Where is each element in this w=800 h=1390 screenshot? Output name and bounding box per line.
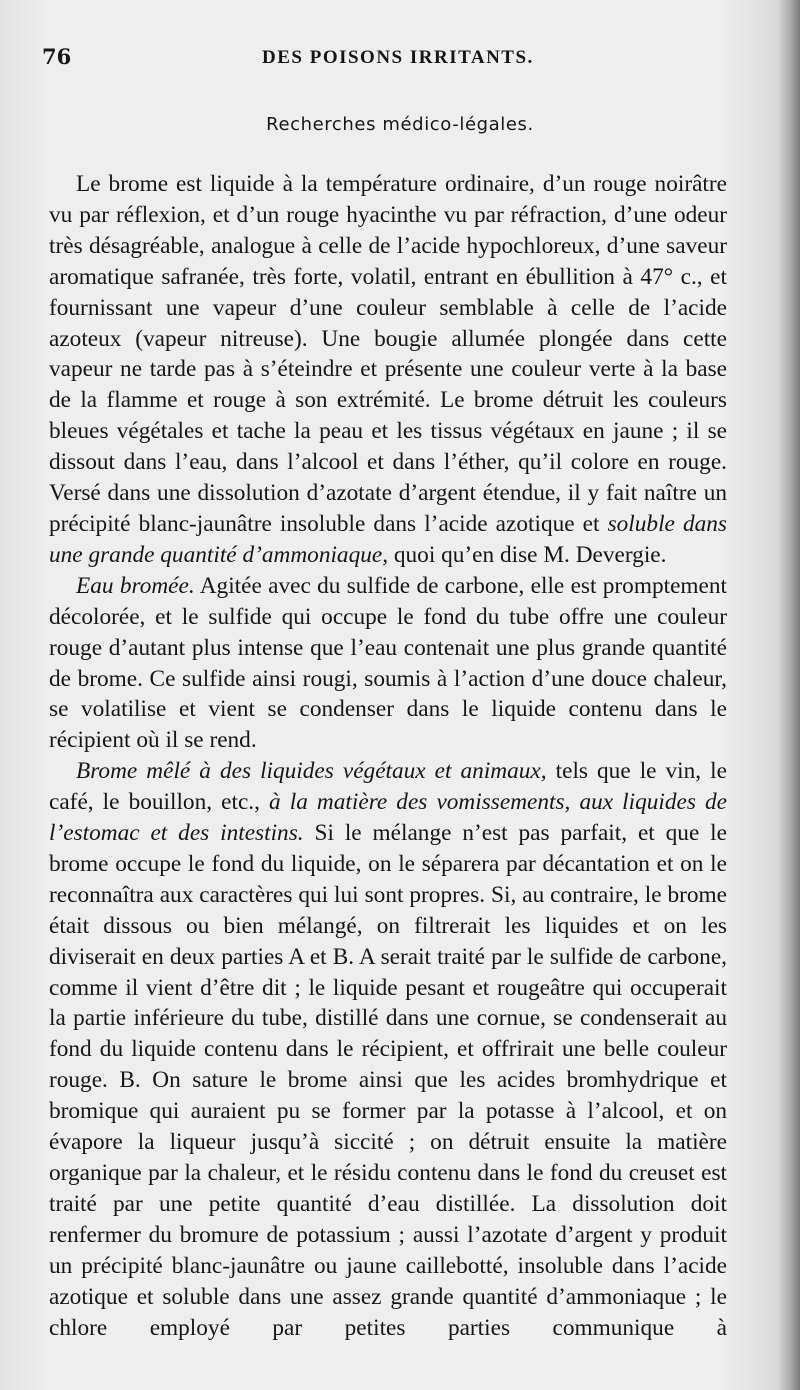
- running-title: DES POISONS IRRITANTS.: [262, 47, 534, 68]
- body-text: [49, 169, 727, 1343]
- paragraph-text: tels que le vin, le café, le bouillon, etc.,: [49, 758, 727, 816]
- page-number: 76: [42, 44, 72, 69]
- italic-phrase: soluble dans une grande quantité d’ammoniaque,: [49, 510, 727, 568]
- paragraph-brome: [49, 169, 727, 571]
- italic-heading: Eau bromée.: [76, 572, 195, 599]
- italic-phrase: à la matière des vomissements, aux liquides de l’estomac et des intestins.: [49, 789, 727, 847]
- section-title: Recherches médico-légales.: [266, 114, 534, 135]
- page-header: [42, 44, 732, 80]
- paragraph-eau-bromee: [49, 571, 727, 756]
- paragraph-text: Le brome est liquide à la température ordinaire, d’un rouge noirâtre vu par réflexion, et d’un rouge hyacinthe vu par réfraction, d’une odeur très désagréable, analogue à celle de l’acide hypochloreux, d’une saveur aromatique safranée, très forte, volatil, entrant en ébullition à 47° c., et fournissant une vapeur d’une couleur semblable à celle de l’acide azoteux (vapeur nitreuse). Une bougie allumée plongée dans cette vapeur ne tarde pas à s’éteindre et présente une couleur verte à la base de la flamme et rouge à son extrémité. Le brome détruit les couleurs bleues végétales et tache la peau et les tissus végétaux en jaune ; il se dissout dans l’eau, dans l’alcool et dans l’éther, qu’il colore en rouge. Versé dans une dissolution d’azotate d’argent étendue, il y fait naître un précipité blanc-jaunâtre insoluble dans l’acide azotique et: [49, 171, 727, 537]
- italic-heading: Brome mêlé à des liquides végétaux et animaux,: [76, 758, 547, 785]
- paragraph-text: Agitée avec du sulfide de carbone, elle est promptement décolorée, et le sulfide qui occupe le fond du tube offre une couleur rouge d’autant plus intense que l’eau contenait une plus grande quantité de brome. Ce sulfide ainsi rougi, soumis à l’action d’une douce chaleur, se volatilise et vient se condenser dans le liquide contenu dans le récipient où il se rend.: [49, 572, 727, 754]
- page-binding-shadow: [778, 0, 800, 1390]
- paragraph-text: quoi qu’en dise M. Devergie.: [388, 541, 667, 568]
- paragraph-brome-mele: [49, 756, 727, 1343]
- paragraph-text: Si le mélange n’est pas parfait, et que le brome occupe le fond du liquide, on le séparera par décantation et on le reconnaîtra aux caractères qui lui sont propres. Si, au contraire, le brome était dissous ou bien mélangé, on filtrerait les liquides et on les diviserait en deux parties A et B. A serait traité par le sulfide de carbone, comme il vient d’être dit ; le liquide pesant et rougeâtre qui occuperait la partie inférieure du tube, distillé dans une cornue, se condenserait au fond du liquide contenu dans le récipient, et offrirait une belle couleur rouge. B. On sature le brome ainsi que les acides bromhydrique et bromique qui auraient pu se former par la potasse à l’alcool, et on évapore la liqueur jusqu’à siccité ; on détruit ensuite la matière organique par la chaleur, et le résidu contenu dans le fond du creuset est traité par une petite quantité d’eau distillée. La dissolution doit renfermer du bromure de potassium ; aussi l’azotate d’argent y produit un précipité blanc-jaunâtre ou jaune caillebotté, insoluble dans l’acide azotique et soluble dans une assez grande quantité d’ammoniaque ; le chlore employé par petites parties communique à: [49, 820, 727, 1341]
